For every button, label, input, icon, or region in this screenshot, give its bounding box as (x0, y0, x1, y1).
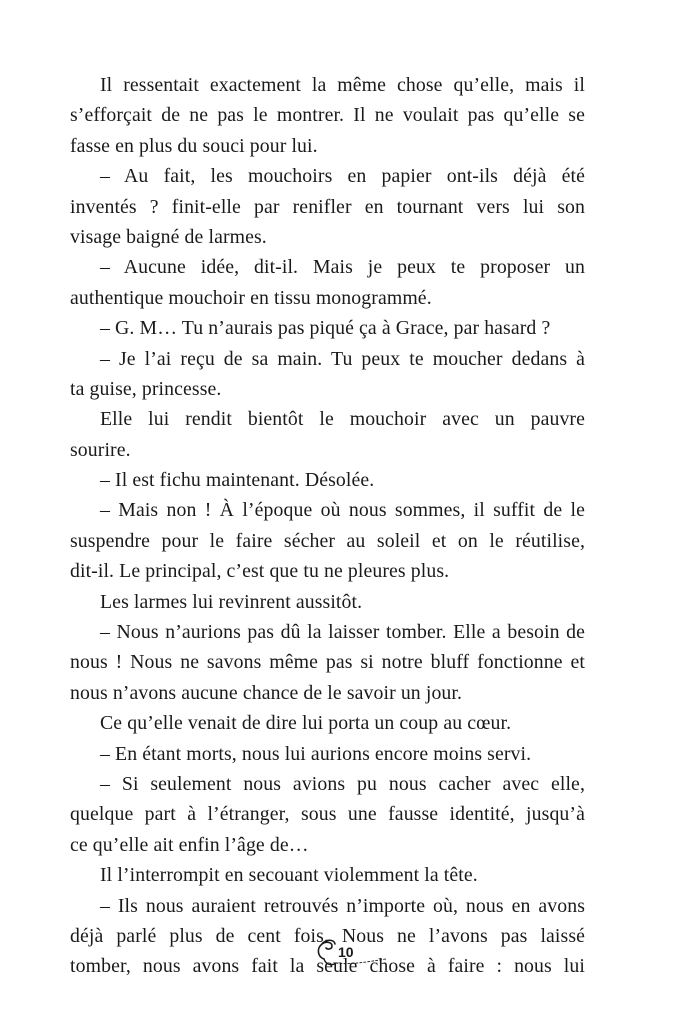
body-text (70, 70, 585, 982)
text-line: nous ! Nous ne savons même pas si notre bluff fonctionne et (70, 651, 585, 674)
text-line: – Si seulement nous avions pu nous cacher avec elle, (100, 772, 585, 795)
text-line: inventés ? finit-elle par renifler en tournant vers lui son (70, 195, 585, 218)
text-line: – G. M… Tu n’aurais pas piqué ça à Grace, par hasard ? (100, 317, 551, 340)
text-line: authentique mouchoir en tissu monogrammé. (70, 286, 432, 309)
text-line: – Nous n’aurions pas dû la laisser tomber. Elle a besoin de (100, 621, 585, 644)
text-line: Les larmes lui revinrent aussitôt. (100, 590, 363, 613)
text-line: fasse en plus du souci pour lui. (70, 134, 318, 157)
text-line: suspendre pour le faire sécher au soleil et on le réutilise, (70, 529, 585, 552)
text-line: Ce qu’elle venait de dire lui porta un coup au cœur. (100, 712, 512, 735)
page-number: 10 (338, 944, 354, 960)
text-line: – Mais non ! À l’époque où nous sommes, il suffit de le (100, 499, 585, 522)
text-line: Il ressentait exactement la même chose qu’elle, mais il (100, 74, 585, 96)
text-line: sourire. (70, 438, 131, 461)
text-line: – Ils nous auraient retrouvés n’importe où, nous en avons (100, 894, 585, 917)
text-line: – Il est fichu maintenant. Désolée. (100, 469, 375, 492)
text-line: dit-il. Le principal, c’est que tu ne pleures plus. (70, 560, 450, 583)
text-line: s’efforçait de ne pas le montrer. Il ne voulait pas qu’elle se (70, 104, 585, 127)
text-line: tomber, nous avons fait la seule chose à faire : nous lui (70, 955, 585, 978)
text-line: Il l’interrompit en secouant violemment la tête. (100, 864, 478, 887)
text-line: nous n’avons aucune chance de le savoir un jour. (70, 681, 463, 704)
page-folio (308, 935, 398, 975)
text-line: – Au fait, les mouchoirs en papier ont-ils déjà été (100, 165, 585, 188)
text-line: – Je l’ai reçu de sa main. Tu peux te moucher dedans à (100, 347, 585, 370)
text-line: quelque part à l’étranger, sous une fausse identité, jusqu’à (70, 803, 585, 826)
text-line: ce qu’elle ait enfin l’âge de… (70, 833, 309, 856)
text-line: – Aucune idée, dit-il. Mais je peux te proposer un (100, 256, 585, 279)
text-line: visage baigné de larmes. (70, 225, 267, 248)
text-line: ta guise, princesse. (70, 377, 222, 400)
text-line: Elle lui rendit bientôt le mouchoir avec un pauvre (100, 408, 585, 431)
text-line: – En étant morts, nous lui aurions encore moins servi. (100, 742, 532, 765)
text-line: déjà parlé plus de cent fois. Nous ne l’avons pas laissé (70, 924, 585, 947)
